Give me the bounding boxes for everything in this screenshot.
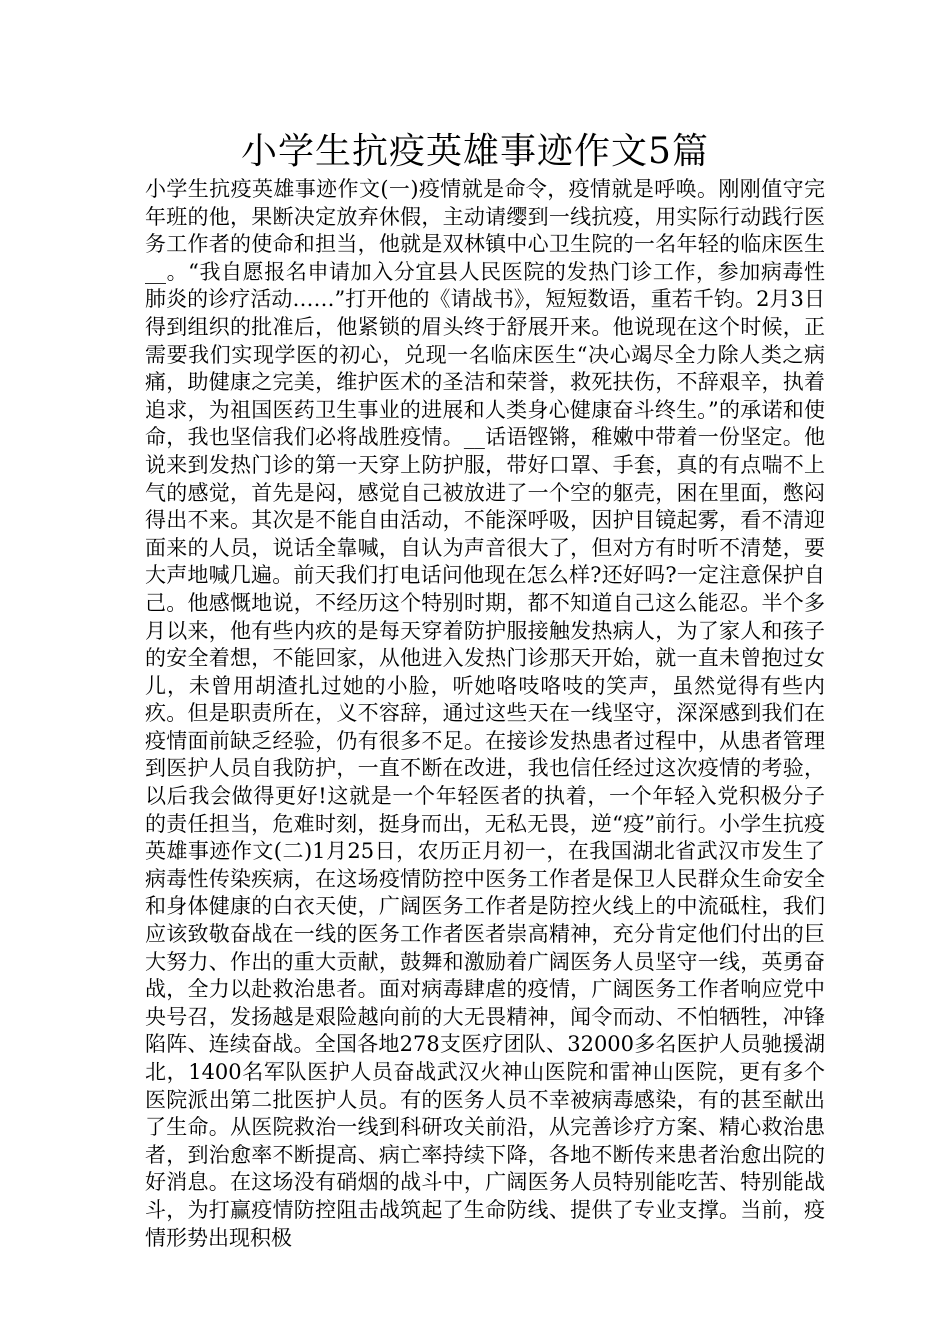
document-title: 小学生抗疫英雄事迹作文5篇	[241, 131, 709, 172]
document-body: 小学生抗疫英雄事迹作文(一)疫情就是命令，疫情就是呼唤。刚刚值守完年班的他，果断决定放弃休假，主动请缨到一线抗疫，用实际行动践行医务工作者的使命和担当，他就是双林镇中心卫生院的一名年轻的临床医生__。“我自愿报名申请加入分宜县人民医院的发热门诊工作，参加病毒性肺炎的诊疗活动……”打开他的《请战书》，短短数语，重若千钧。2月3日得到组织的批准后，他紧锁的眉头终于舒展开来。他说现在这个时候，正需要我们实现学医的初心，兑现一名临床医生“决心竭尽全力除人类之病痛，助健康之完美，维护医术的圣洁和荣誉，救死扶伤，不辞艰辛，执着追求，为祖国医药卫生事业的进展和人类身心健康奋斗终生。”的承诺和使命，我也坚信我们必将战胜疫情。__话语铿锵，稚嫩中带着一份坚定。他说来到发热门诊的第一天穿上防护服，带好口罩、手套，真的有点喘不上气的感觉，首先是闷，感觉自己被放进了一个空的躯壳，困在里面，憋闷得出不来。其次是不能自由活动，不能深呼吸，因护目镜起雾，看不清迎面来的人员，说话全靠喊，自认为声音很大了，但对方有时听不清楚，要大声地喊几遍。前天我们打电话问他现在怎么样?还好吗?一定注意保护自己。他感慨地说，不经历这个特别时期，都不知道自己这么能忍。半个多月以来，他有些内疚的是每天穿着防护服接触发热病人，为了家人和孩子的安全着想，不能回家，从他进入发热门诊那天开始，就一直未曾抱过女儿，未曾用胡渣扎过她的小脸，听她咯吱咯吱的笑声，虽然觉得有些内疚。但是职责所在，义不容辞，通过这些天在一线坚守，深深感到我们在疫情面前缺乏经验，仍有很多不足。在接诊发热患者过程中，从患者管理到医护人员自我防护，一直不断在改进，我也信任经过这次疫情的考验，以后我会做得更好!这就是一个年轻医者的执着，一个年轻入党积极分子的责任担当，危难时刻，挺身而出，无私无畏，逆“疫”前行。小学生抗疫英雄事迹作文(二)1月25日，农历正月初一，在我国湖北省武汉市发生了病毒性传染疾病，在这场疫情防控中医务工作者是保卫人民群众生命安全和身体健康的白衣天使，广阔医务工作者是防控火线上的中流砥柱，我们应该致敬奋战在一线的医务工作者医者崇高精神，充分肯定他们付出的巨大努力、作出的重大贡献，鼓舞和激励着广阔医务人员坚守一线，英勇奋战，全力以赴救治患者。面对病毒肆虐的疫情，广阔医务工作者响应党中央号召，发扬越是艰险越向前的大无畏精神，闻令而动、不怕牺牲，冲锋陷阵、连续奋战。全国各地278支医疗团队、32000多名医护人员驰援湖北，1400名军队医护人员奋战武汉火神山医院和雷神山医院，更有多个医院派出第二批医护人员。有的医务人员不幸被病毒感染，有的甚至献出了生命。从医院救治一线到科研攻关前沿，从完善诊疗方案、精心救治患者，到治愈率不断提高、病亡率持续下降，各地不断传来患者治愈出院的好消息。在这场没有硝烟的战斗中，广阔医务人员特别能吃苦、特别能战斗，为打赢疫情防控阻击战筑起了生命防线、提供了专业支撑。当前，疫情形势出现积极	[145, 177, 825, 1250]
